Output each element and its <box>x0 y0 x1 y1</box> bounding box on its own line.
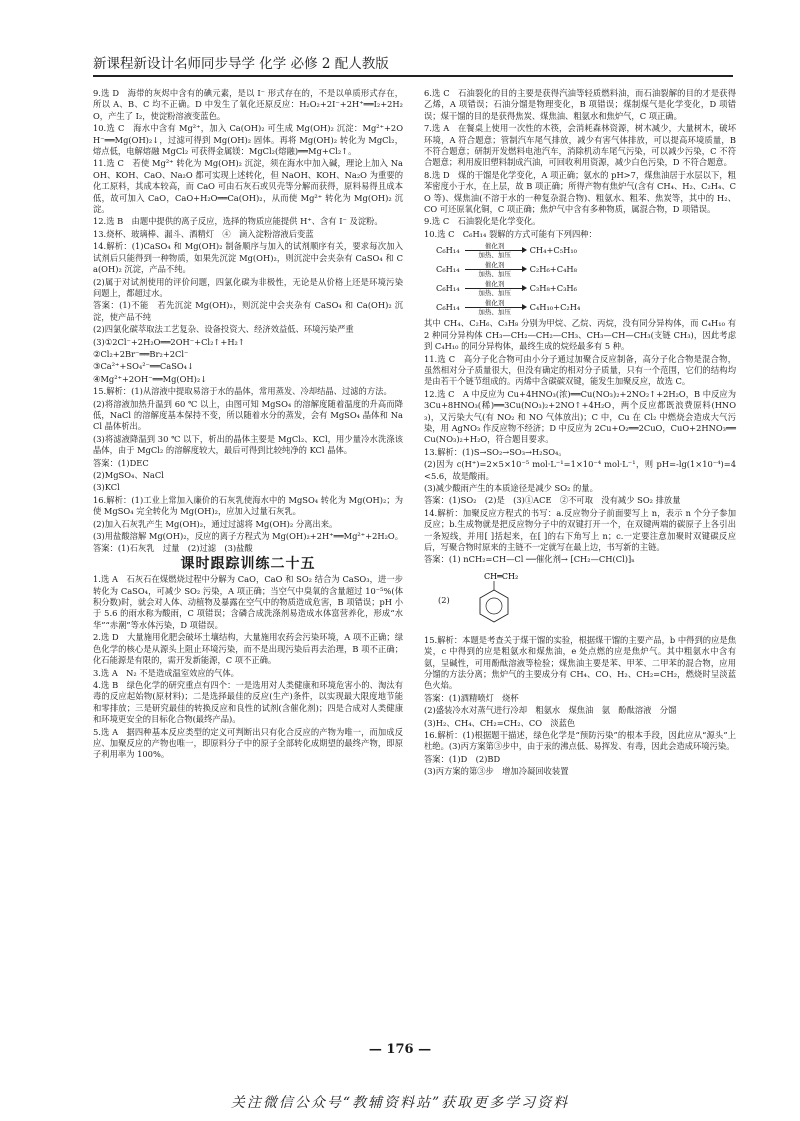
solution-paragraph: (2)盛装冷水对蒸气进行冷却 粗氨水 煤焦油 氨 酚酞溶液 分馏 <box>424 705 677 716</box>
styrene-structure-icon <box>470 570 550 632</box>
solution-paragraph: 7.选 A 在餐桌上使用一次性的木筷，会消耗森林资源，树木减少，大量树木，破坏环境，A 符合题意；管制汽车尾气排放，减少有害气体排放，可以提高环境质量，B 不符合题意；研制开发燃料电池汽车，消除机动车尾气污染，可以减少污染，C 不符合题意；利用废旧塑料制成汽油，可回收利用资源，减少白色污染，D 不符合题意。 <box>424 123 736 168</box>
products: CH₄+C₅H₁₀ <box>529 245 577 256</box>
solution-paragraph: 15.解析：(1)从溶液中提取易溶于水的晶体，常用蒸发、冷却结晶、过滤的方法。 <box>93 386 392 397</box>
solution-paragraph: (2)属于对试剂使用的评价问题，四氯化碳为非极性，无论是从价格上还是环境污染问题上，都超过水。 <box>93 276 403 298</box>
cracking-reaction <box>436 280 736 297</box>
solution-paragraph: 答案：(1)石灰乳 过量 (2)过滤 (3)盐酸 <box>93 543 253 554</box>
solution-paragraph: 答案：(1)酒精喷灯 烧杯 <box>424 692 519 703</box>
solution-paragraph: 15.解析：本题是考查关于煤干馏的实验，根据煤干馏的主要产品，b 中得到的应是焦炭，c 中得到的应是粗氨水和煤焦油，e 处点燃的应是焦炉气。其中粗氨水中含有氨，呈碱性，可用酚酞溶液等检验；煤焦油主要是苯、甲苯、二甲苯的混合物，应用分馏的方法分离；焦炉气的主要成分有 CH₄、CO、H₂、CH₂=CH₂，燃烧时呈淡蓝色火焰。 <box>424 634 736 691</box>
solution-paragraph: 12.选 B 由题中提供的离子反应，选择的物质应能提供 H⁺、含有 I⁻ 及淀粉。 <box>93 216 383 227</box>
solution-paragraph: 12.选 C A 中反应为 Cu+4HNO₃(浓)══Cu(NO₃)₂+2NO₂↑+2H₂O，B 中反应为 3Cu+8HNO₃(稀)══3Cu(NO₃)₂+2NO↑+4H₂O，两个反应都既浪费原料(HNO₃)，又污染大气(有 NO₂ 和 NO 气体放出)；C 中，Cu 在 Cl₂ 中燃烧会造成大气污染，用 AgNO₃ 作反应物不经济；D 中反应为 2Cu+O₂══2CuO，CuO+2HNO₃══Cu(NO₃)₂+H₂O，符合题目要求。 <box>424 388 736 445</box>
solution-paragraph: 9.选 C 石油裂化是化学变化。 <box>424 216 541 227</box>
solution-paragraph: (2)MgSO₄、NaCl <box>93 470 164 480</box>
solution-paragraph: (3)将滤液降温到 30 ℃ 以下，析出的晶体主要是 MgCl₂、KCl，用少量冷水洗涤该晶体，由于 MgCl₂ 的溶解度较大，最后可得到比较纯净的 KCl 晶体。 <box>93 433 403 456</box>
catalyst-label: 催化剂 <box>484 261 505 270</box>
solution-paragraph: 答案：(1)DEC <box>93 457 149 468</box>
solution-paragraph: 13.解析：(1)S→SO₂→SO₃→H₂SO₄。 <box>424 446 567 457</box>
products: C₂H₆+C₄H₈ <box>529 264 577 275</box>
solution-paragraph: 9.选 D 海带的灰烬中含有的碘元素，是以 I⁻ 形式存在的，不是以单质形式存在，所以 A、B、C 均不正确。D 中发生了氧化还原反应：H₂O₂+2I⁻+2H⁺══I₂+2H₂O，产生了 I₂，使淀粉溶液变蓝色。 <box>93 88 403 121</box>
condition-label: 加热、加压 <box>478 308 511 317</box>
header-divider <box>93 75 733 77</box>
catalyst-label: 催化剂 <box>484 242 505 251</box>
solution-paragraph: (2)将溶液加热升温到 60 ℃ 以上，由图可知 MgSO₄ 的溶解度随着温度的升高而降低，NaCl 的溶解度基本保持不变，所以随着水分的蒸发，会有 MgSO₄ 晶体和 NaCl 晶体析出。 <box>93 398 403 432</box>
cracking-reaction <box>436 261 736 278</box>
solution-paragraph: 2.选 D 大量施用化肥会破坏土壤结构，大量施用农药会污染环境，A 项不正确；绿色化学的核心是从源头上阻止环境污染，而不是出现污染后再去治理，B 项不正确；化石能源是有限的，需开发新能源，C 项不正确。 <box>93 632 403 666</box>
solution-paragraph: 16.解析：(1)根据题干描述，绿色化学是“预防污染”的根本手段，因此应从“源头”上杜绝。(3)丙方案第③步中，由于汞的沸点低、易挥发、有毒，因此会造成环境污染。 <box>424 730 736 752</box>
solution-paragraph: 10.选 C C₆H₁₄ 裂解的方式可能有下列四种： <box>424 228 597 239</box>
answer-label: (2) <box>438 595 450 606</box>
solution-paragraph: 14.解析：加聚反应方程式的书写：a.反应物分子前面要写上 n，表示 n 个分子参加反应；b.生成物就是把反应物分子中的双键打开一个，在双键两端的碳原子上各引出一条短线，并用[ ]括起来，在[ ]的右下角写上 n；c.一定要注意加聚时双键碳反应后，写聚合物时原来的主链不一定就写在最上边，书写新的主链。 <box>424 507 736 552</box>
solution-paragraph: 11.选 C 高分子化合物可由小分子通过加聚合反应制备，高分子化合物是混合物，虽然相对分子质量很大，但没有确定的相对分子质量，只有一个范围，它们的结构均是由若干个链节组成的。丙烯中含碳碳双键，能发生加聚反应，故选 C。 <box>424 353 736 387</box>
solution-paragraph: 4.选 B 绿色化学的研究重点有四个：一是选用对人类健康和环境危害小的、淘汰有毒的反应起始物(原材料)；二是选择最佳的反应(生产)条件，以实现最大限度地节能和零排放；三是研究最佳的转换反应和良性的试剂(含催化剂)；四是合成对人类健康和环境更安全的目标化合物(最终产品)。 <box>93 679 403 725</box>
solution-paragraph: 答案：(1)SO₂ (2)是 (3)①ACE ②不可取 没有减少 SO₂ 排放量 <box>424 495 681 506</box>
reaction-arrow-icon <box>465 269 525 270</box>
condition-label: 加热、加压 <box>478 270 511 279</box>
solution-paragraph: 16.解析：(1)工业上常加入廉价的石灰乳使海水中的 MgSO₄ 转化为 Mg(OH)₂；为使 MgSO₄ 完全转化为 Mg(OH)₂，应加入过量石灰乳。 <box>93 494 403 517</box>
solution-paragraph: 13.烧杯、玻璃棒、漏斗、酒精灯 ④ 滴入淀粉溶液后变蓝 <box>93 228 314 239</box>
svg-text:CH═CH₂: CH═CH₂ <box>483 571 518 581</box>
products: C₃H₈+C₃H₆ <box>529 283 577 294</box>
solution-paragraph: (3)丙方案的第③步 增加冷凝回收装置 <box>424 766 569 777</box>
footer-note: 关注微信公众号“教辅资料站”获取更多学习资料 <box>230 1095 570 1111</box>
solution-paragraph: 10.选 C 海水中含有 Mg²⁺，加入 Ca(OH)₂ 可生成 Mg(OH)₂ 沉淀：Mg²⁺+2OH⁻══Mg(OH)₂↓，过滤可得到 Mg(OH)₂ 固体。再将 Mg(OH)₂ 转化为 MgCl₂，熔点低，电解熔融 MgCl₂ 可获得金属镁：MgCl₂(熔融)══Mg+Cl₂↑。 <box>93 123 403 157</box>
cracking-reaction <box>436 299 736 316</box>
solution-paragraph: ④Mg²⁺+2OH⁻══Mg(OH)₂↓ <box>93 373 208 384</box>
condition-label: 加热、加压 <box>478 251 511 260</box>
reactant: C₆H₁₄ <box>436 302 460 313</box>
solution-paragraph: (3)①2Cl⁻+2H₂O══2OH⁻+Cl₂↑+H₂↑ <box>93 336 245 347</box>
reaction-arrow-icon <box>465 288 525 289</box>
section-title: 课时跟踪训练二十五 <box>180 555 316 572</box>
products: C₄H₁₀+C₂H₄ <box>529 302 581 313</box>
reactant: C₆H₁₄ <box>436 245 460 256</box>
condition-label: 加热、加压 <box>478 289 511 298</box>
solution-paragraph: ②Cl₂+2Br⁻══Br₂+2Cl⁻ <box>93 348 189 359</box>
solution-paragraph: (3)H₂、CH₄、CH₂=CH₂、CO 淡蓝色 <box>424 717 576 728</box>
solution-paragraph: 6.选 C 石油裂化的目的主要是获得汽油等轻质燃料油，而石油裂解的目的才是获得乙烯，A 项错误；石油分馏是物理变化，B 项错误；煤制煤气是化学变化，D 项错误；煤干馏的目的是获得焦炭、煤焦油、粗氨水和焦炉气，C 项正确。 <box>424 88 736 121</box>
solution-paragraph: 5.选 A 据四种基本反应类型的定义可判断出只有化合反应的产物为唯一，而加成反应、加聚反应的产物也唯一，即原料分子中的原子全部转化成期望的最终产物，即原子利用率为 100%。 <box>93 726 403 760</box>
solution-paragraph: (2)四氯化碳萃取法工艺复杂、设备投资大、经济效益低、环境污染严重 <box>93 324 354 335</box>
reactant: C₆H₁₄ <box>436 283 460 294</box>
solution-paragraph: 1.选 A 石灰石在煤燃烧过程中分解为 CaO，CaO 和 SO₂ 结合为 CaSO₃，进一步转化为 CaSO₄，可减少 SO₂ 污染，A 项正确；当空气中臭氧的含量超过 10⁻⁵%(体积分数)时，就会对人体、动植物及暴露在空气中的物质造成危害，B 项错误；pH 小于 5.6 的雨水称为酸雨，C 项错误；含磷合成洗涤剂易造成水体富营养化，形成“水华”“赤潮”等水体污染，D 项错误。 <box>93 574 403 630</box>
page-header: 新课程新设计名师同步导学 化学 必修 2 配人教版 <box>93 56 389 72</box>
styrene-answer <box>424 567 736 635</box>
solution-paragraph: ③Ca²⁺+SO₄²⁻══CaSO₄↓ <box>93 361 194 372</box>
reaction-arrow-icon <box>465 307 525 308</box>
right-column <box>424 88 736 779</box>
solution-paragraph: (3)用盐酸溶解 Mg(OH)₂，反应的离子方程式为 Mg(OH)₂+2H⁺══Mg²⁺+2H₂O。 <box>93 531 404 542</box>
left-column <box>93 88 403 762</box>
solution-paragraph: 14.解析：(1)CaSO₄ 和 Mg(OH)₂ 制备顺序与加入的试剂顺序有关，要求每次加入试剂后只能得到一种物质，如果先沉淀 Mg(OH)₂，则沉淀中会夹杂有 CaSO₄ 和 Ca(OH)₂ 沉淀，产品不纯。 <box>93 241 403 275</box>
solution-paragraph: (3)KCl <box>93 482 120 493</box>
solution-paragraph: 答案：(1)D (2)BD <box>424 753 501 764</box>
page-number: — 176 — <box>368 1042 432 1057</box>
reactant: C₆H₁₄ <box>436 264 460 275</box>
catalyst-label: 催化剂 <box>484 299 505 308</box>
solution-paragraph: 8.选 D 煤的干馏是化学变化，A 项正确；氨水的 pH>7，煤焦油居于水层以下，粗苯密度小于水，在上层，故 B 项正确；所得产物有焦炉气(含有 CH₄、H₂、C₂H₄、CO 等)、煤焦油(不溶于水的一种复杂混合物)、粗氨水、粗苯、焦炭等，其中的 H₂、CO 可还原氧化铜，C 项正确；焦炉气中含有多种物质，属混合物，D 项错误。 <box>424 169 736 215</box>
solution-paragraph: (3)减少酸雨产生的本质途径是减少 SO₂ 的量。 <box>424 482 598 493</box>
solution-paragraph: 答案：(1) nCH₂=CH—Cl ──催化剂→ [CH₂—CH(Cl)]ₙ <box>424 554 635 565</box>
reaction-arrow-icon <box>465 250 525 251</box>
catalyst-label: 催化剂 <box>484 280 505 289</box>
cracking-reaction <box>436 242 736 259</box>
solution-paragraph: (2)因为 c(H⁺)=2×5×10⁻⁵ mol·L⁻¹=1×10⁻⁴ mol·L⁻¹，则 pH=-lg(1×10⁻⁴)=4<5.6，故是酸雨。 <box>424 459 736 481</box>
solution-paragraph: 答案：(1)不能 若先沉淀 Mg(OH)₂，则沉淀中会夹杂有 CaSO₄ 和 Ca(OH)₂ 沉淀，使产品不纯 <box>93 300 403 322</box>
solution-paragraph: 其中 CH₄、C₂H₆、C₃H₈ 分别为甲烷、乙烷、丙烷，没有同分异构体，而 C₄H₁₀ 有 2 种同分异构体 CH₃—CH₂—CH₂—CH₃、CH₃—CH—CH₃(支链 CH₃)，因此考虑到 C₄H₁₀ 的同分异构体，最终生成的烷烃最多有 5 种。 <box>424 318 736 352</box>
solution-paragraph: (2)加入石灰乳产生 Mg(OH)₂，通过过滤将 Mg(OH)₂ 分离出来。 <box>93 518 338 529</box>
solution-paragraph: 11.选 C 若使 Mg²⁺ 转化为 Mg(OH)₂ 沉淀，须在海水中加入碱，理论上加入 NaOH、KOH、CaO、Na₂O 都可实现上述转化，但 NaOH、KOH、Na₂O 为重要的化工原料，其成本较高，而 CaO 可由石灰石或贝壳等分解而获得，原料易得且成本低，故可加入 CaO，CaO+H₂O══Ca(OH)₂，从而使 Mg²⁺ 转化为 Mg(OH)₂ 沉淀。 <box>93 158 403 215</box>
solution-paragraph: 3.选 A N₂ 不是造成温室效应的气体。 <box>93 667 239 678</box>
